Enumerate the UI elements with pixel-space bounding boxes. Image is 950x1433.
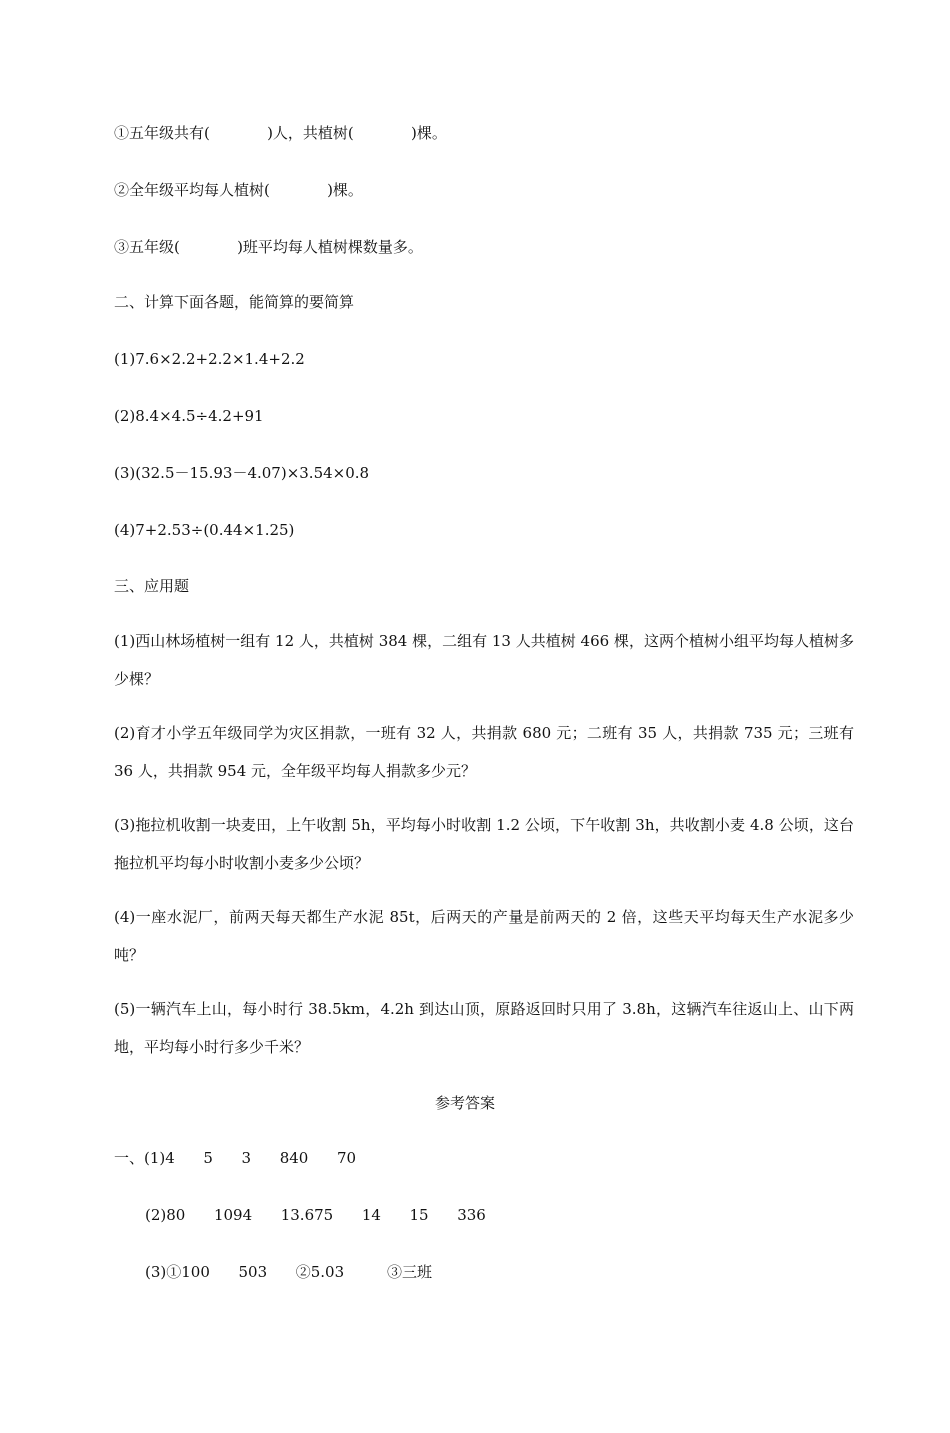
answer-line: 一、(1)4 5 3 840 70 — [114, 1149, 357, 1167]
section2-heading: 二、计算下面各题，能简算的要简算 — [114, 293, 355, 311]
answer-line: (3)①100 503 ②5.03 ③三班 — [145, 1263, 433, 1281]
word-problem: (1)西山林场植树一组有 12 人，共植树 384 棵，二组有 13 人共植树 466 棵，这两个植树小组平均每人植树多少棵？ — [114, 632, 854, 688]
word-problem: (3)拖拉机收割一块麦田，上午收割 5h，平均每小时收割 1.2 公顷，下午收割 3h，共收割小麦 4.8 公顷，这台拖拉机平均每小时收割小麦多少公顷？ — [114, 816, 854, 872]
answers-title: 参考答案 — [434, 1094, 495, 1112]
part1-q2: ②全年级平均每人植树( )棵。 — [114, 181, 363, 199]
word-problem: (2)育才小学五年级同学为灾区捐款，一班有 32 人，共捐款 680 元；二班有 35 人，共捐款 735 元；三班有 36 人，共捐款 954 元，全年级平均每人捐款多少元？ — [114, 724, 854, 780]
calc-item: (1)7.6×2.2+2.2×1.4+2.2 — [114, 350, 305, 368]
part1-q3: ③五年级( )班平均每人植树棵数量多。 — [114, 238, 423, 256]
calc-item: (2)8.4×4.5÷4.2+91 — [114, 407, 264, 425]
word-problem: (5)一辆汽车上山，每小时行 38.5km，4.2h 到达山顶，原路返回时只用了 3.8h，这辆汽车往返山上、山下两地，平均每小时行多少千米？ — [114, 1000, 854, 1056]
answer-line: (2)80 1094 13.675 14 15 336 — [145, 1206, 486, 1224]
section3-heading: 三、应用题 — [114, 577, 190, 595]
calc-item: (4)7+2.53÷(0.44×1.25) — [114, 521, 295, 539]
word-problem: (4)一座水泥厂，前两天每天都生产水泥 85t，后两天的产量是前两天的 2 倍，这些天平均每天生产水泥多少吨？ — [114, 908, 854, 964]
part1-q1: ①五年级共有( )人，共植树( )棵。 — [114, 124, 447, 142]
calc-item: (3)(32.5－15.93－4.07)×3.54×0.8 — [114, 464, 370, 482]
